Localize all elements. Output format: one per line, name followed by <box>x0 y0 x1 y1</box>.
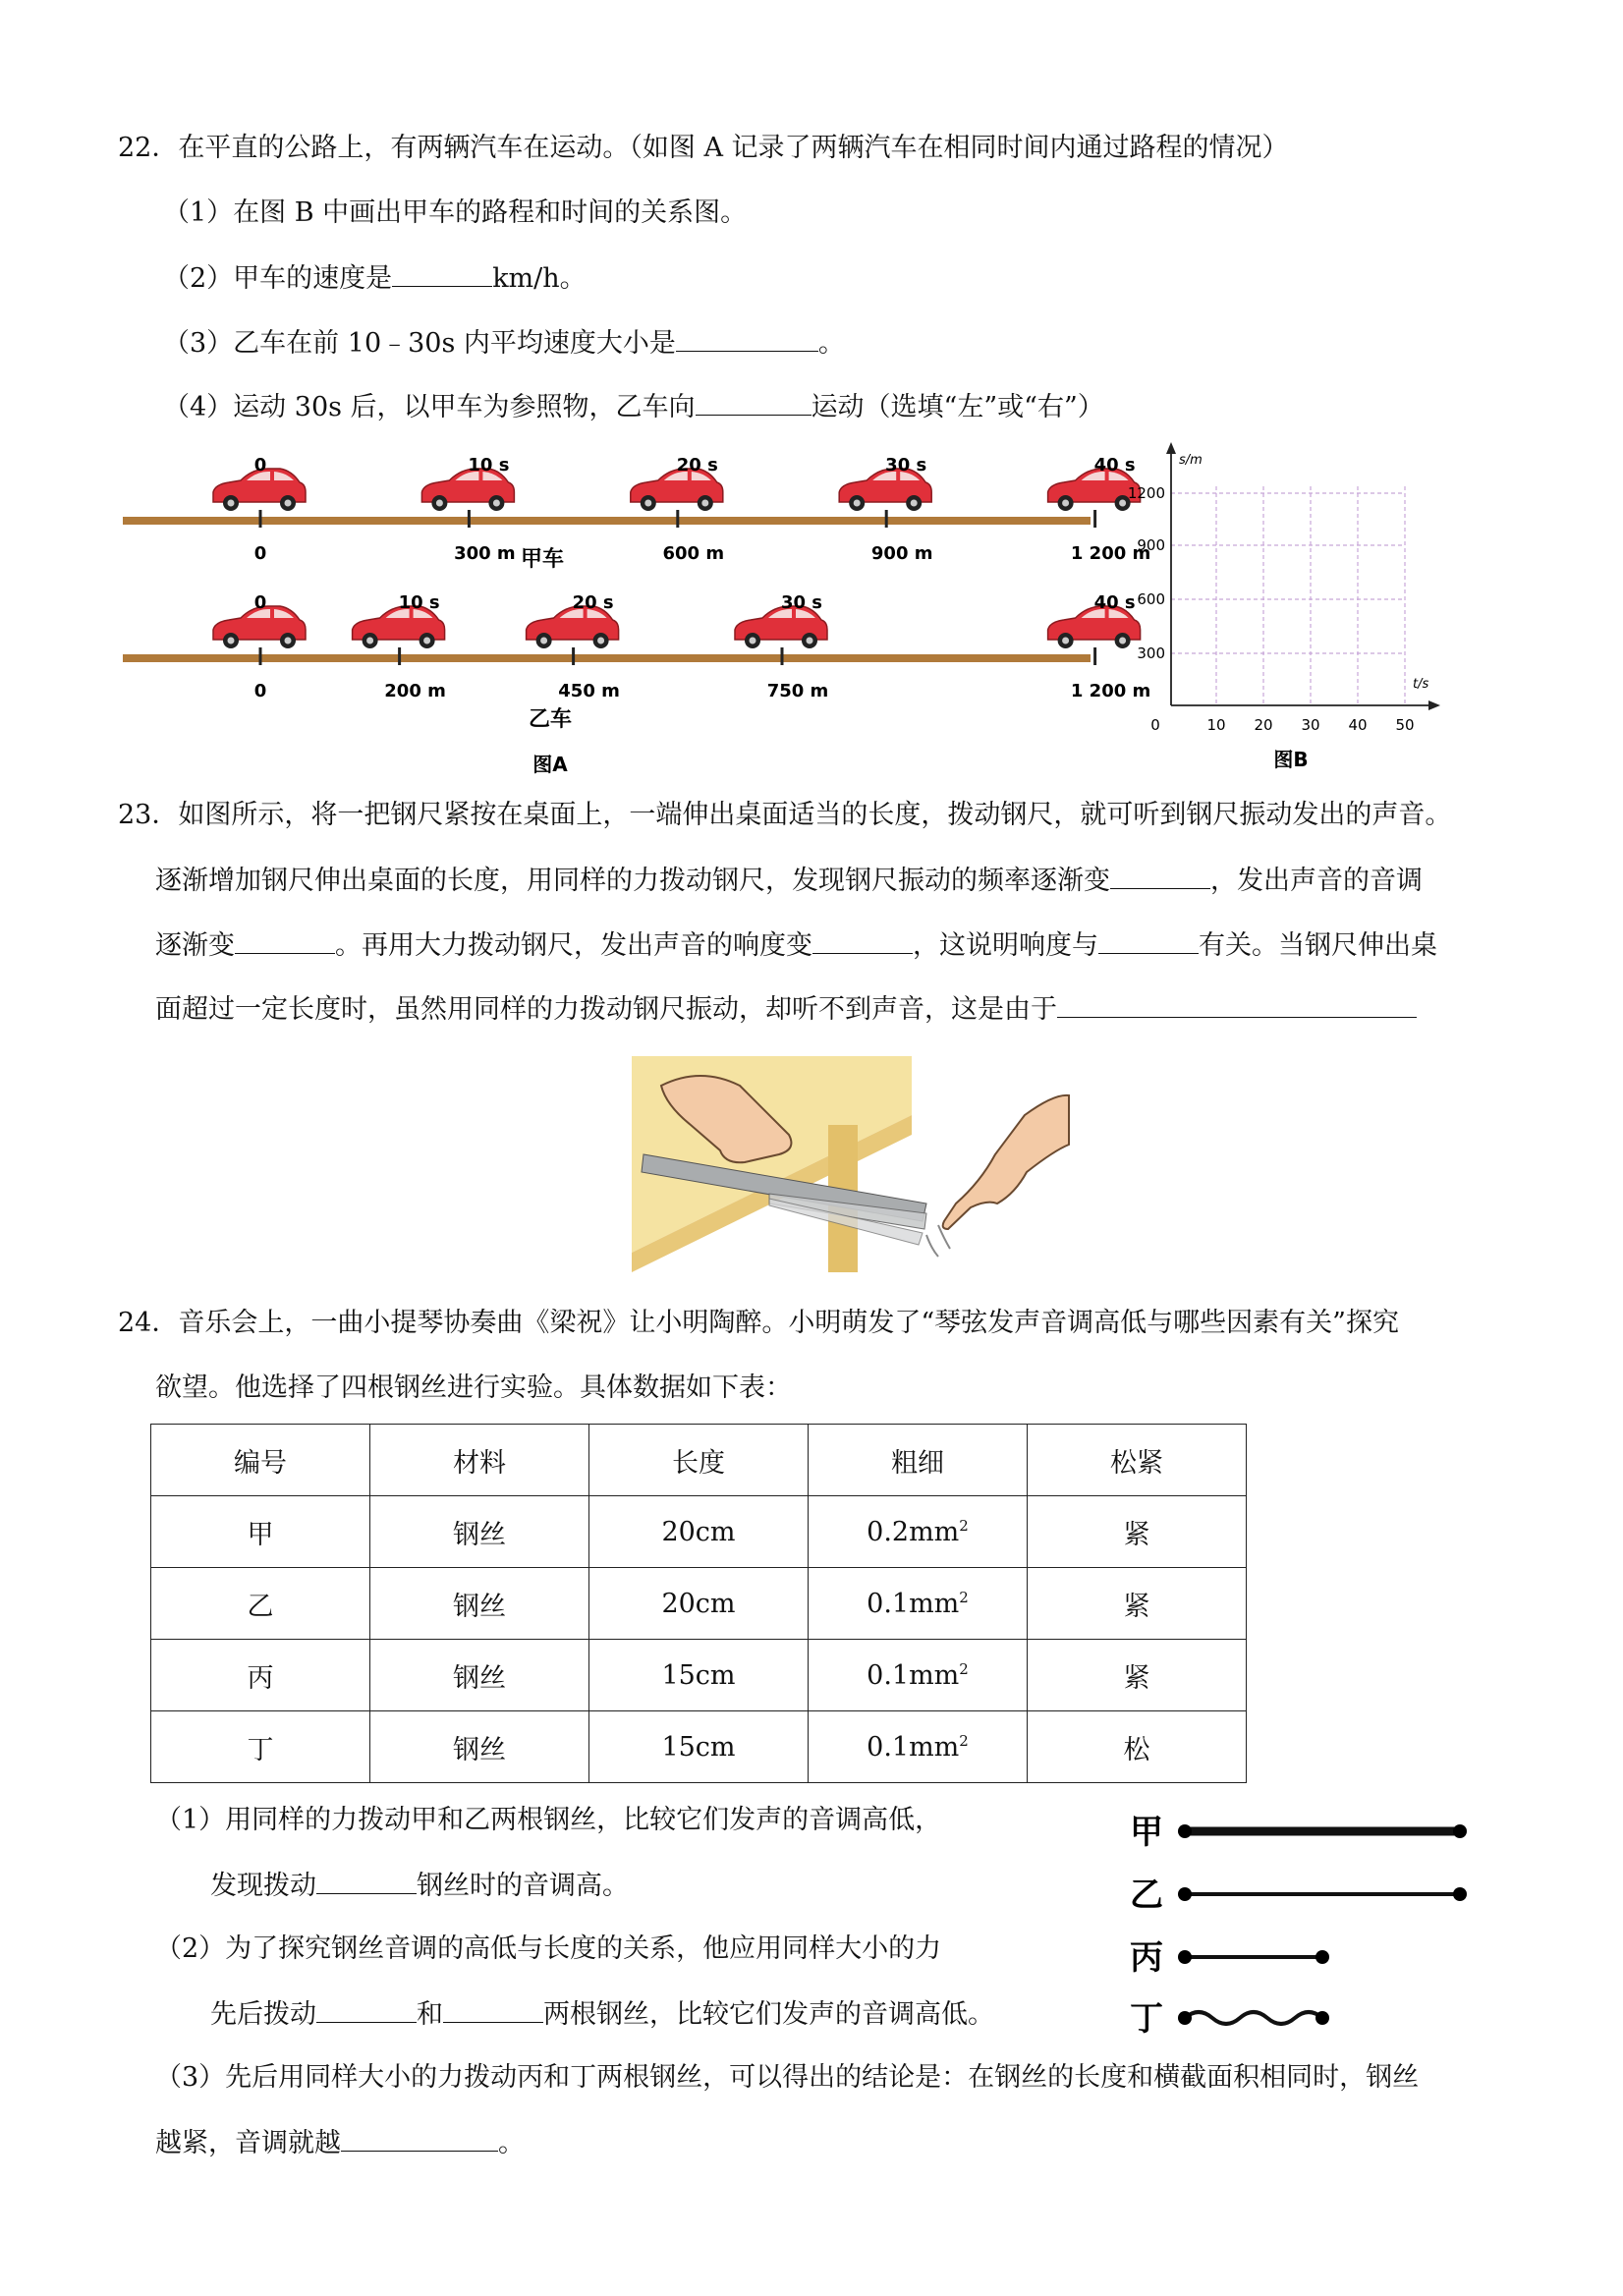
x-tick: 50 <box>1395 716 1415 734</box>
car2-time-label: 10 s <box>398 592 440 613</box>
figure-b-grid <box>1171 486 1405 705</box>
table-row <box>151 1711 1247 1783</box>
x-tick: 40 <box>1348 716 1368 734</box>
thickness-exponent: 2 <box>959 1516 969 1535</box>
q23-text: ，发出声音的音调 <box>1210 866 1423 896</box>
q23-text: 面超过一定长度时，虽然用同样的力拨动钢尺振动，却听不到声音，这是由于 <box>155 994 1057 1025</box>
q24-text: 。 <box>498 2128 525 2158</box>
y-axis-label: s/m <box>1179 453 1203 468</box>
ruler-illustration <box>632 1056 1074 1272</box>
header-cell: 长度 <box>589 1425 809 1496</box>
q22-blank-direction[interactable] <box>696 389 812 416</box>
q24-sub2-line1: （2）为了探究钢丝音调的高低与长度的关系，他应用同样大小的力 <box>155 1933 942 1964</box>
wire-ding <box>1178 2011 1329 2025</box>
x-tick: 20 <box>1254 716 1273 734</box>
cell-tightness: 紧 <box>1028 1496 1247 1568</box>
car2-time-label: 30 s <box>780 592 823 613</box>
q23-text: ，这说明响度与 <box>913 930 1098 961</box>
header-cell: 松紧 <box>1028 1425 1247 1496</box>
q23-text: 有关。当钢尺伸出桌 <box>1199 930 1437 961</box>
q22-part3 <box>163 325 845 361</box>
q22-part3-text: （3）乙车在前 10﹣30s 内平均速度大小是 <box>163 328 676 359</box>
q22-part2-unit: km/h。 <box>492 263 587 294</box>
cell-thickness <box>809 1568 1028 1640</box>
cell-material: 钢丝 <box>370 1711 589 1783</box>
q24-text: 越紧，音调就越 <box>155 2128 341 2158</box>
q22-part4-end: 运动（选填“左”或“右”） <box>811 392 1104 422</box>
q23-line2 <box>155 863 1423 898</box>
road-car2 <box>123 654 1091 662</box>
car1-time-label: 40 s <box>1093 455 1136 476</box>
q23-line1: 23．如图所示，将一把钢尺紧按在桌面上，一端伸出桌面适当的长度，拨动钢尺，就可听到钢尺振动发出的声音。 <box>118 800 1452 830</box>
cell-id: 甲 <box>151 1496 370 1568</box>
wire-label: 丁 <box>1130 1999 1163 2039</box>
figure-b <box>1120 442 1444 776</box>
cell-material: 钢丝 <box>370 1496 589 1568</box>
thickness-exponent: 2 <box>959 1588 969 1606</box>
figure-b-caption: 图B <box>1273 748 1309 771</box>
q24-blank-wire-a[interactable] <box>316 1996 417 2023</box>
cell-length: 15cm <box>589 1640 809 1711</box>
cell-id: 乙 <box>151 1568 370 1640</box>
q22-title: 22．在平直的公路上，有两辆汽车在运动。（如图 A 记录了两辆汽车在相同时间内通过路程的情况） <box>118 133 1289 163</box>
car1-distance-label: 900 m <box>870 543 933 564</box>
q23-blank-reason[interactable] <box>1057 991 1417 1018</box>
q22-blank-speed[interactable] <box>392 260 492 287</box>
wire-yi <box>1178 1887 1467 1901</box>
cell-tightness: 紧 <box>1028 1568 1247 1640</box>
cell-length: 20cm <box>589 1568 809 1640</box>
thickness-value: 0.1mm <box>867 1588 960 1619</box>
table-row <box>151 1568 1247 1640</box>
cell-material: 钢丝 <box>370 1640 589 1711</box>
q24-blank-wire-b[interactable] <box>443 1996 543 2023</box>
wire-label: 丙 <box>1130 1938 1163 1978</box>
road-car1 <box>123 517 1091 525</box>
car1-distance-label: 300 m <box>454 543 516 564</box>
header-cell: 粗细 <box>809 1425 1028 1496</box>
q24-sub3-line2 <box>155 2125 525 2160</box>
wires-illustration <box>1120 1798 1493 2044</box>
q24-sub3-line1: （3）先后用同样大小的力拨动丙和丁两根钢丝，可以得出的结论是：在钢丝的长度和横截面积相同时，钢丝 <box>155 2062 1420 2093</box>
cell-tightness: 松 <box>1028 1711 1247 1783</box>
q24-line2: 欲望。他选择了四根钢丝进行实验。具体数据如下表： <box>155 1372 792 1403</box>
q22-part3-end: 。 <box>817 328 845 359</box>
car2-marks <box>213 592 1150 701</box>
q24-sub2-line2 <box>210 1996 994 2032</box>
wire-data-table <box>150 1424 1247 1783</box>
thickness-exponent: 2 <box>959 1731 969 1750</box>
figure-a-caption: 图A <box>532 753 568 776</box>
cell-thickness <box>809 1640 1028 1711</box>
q23-line3 <box>155 927 1437 963</box>
wire-jia <box>1178 1824 1467 1838</box>
q24-blank-pitch[interactable] <box>341 2125 498 2152</box>
car1-time-label: 0 <box>253 455 267 476</box>
x-tick: 0 <box>1150 716 1160 734</box>
y-axis-arrow <box>1166 442 1176 454</box>
q22-part4-text: （4）运动 30s 后，以甲车为参照物，乙车向 <box>163 392 696 422</box>
thickness-exponent: 2 <box>959 1659 969 1678</box>
q23-blank-frequency[interactable] <box>1110 863 1210 889</box>
car2-time-label: 20 s <box>572 592 614 613</box>
q22-part1: （1）在图 B 中画出甲车的路程和时间的关系图。 <box>163 197 748 228</box>
x-tick: 30 <box>1301 716 1320 734</box>
table-header-row <box>151 1425 1247 1496</box>
q23-blank-loudness[interactable] <box>812 927 913 954</box>
car2-distance-label: 450 m <box>558 681 620 701</box>
wire-label: 甲 <box>1130 1813 1163 1852</box>
car2-distance-label: 0 <box>253 681 267 701</box>
q24-blank-higher-wire[interactable] <box>316 1868 417 1894</box>
q24-text: 和 <box>417 1999 443 2030</box>
cell-id: 丁 <box>151 1711 370 1783</box>
y-tick: 900 <box>1137 536 1165 554</box>
q23-blank-factor[interactable] <box>1098 927 1199 954</box>
q24-text: 钢丝时的音调高。 <box>417 1871 629 1901</box>
q24-text: 发现拨动 <box>210 1871 316 1901</box>
q23-text: 逐渐增加钢尺伸出桌面的长度，用同样的力拨动钢尺，发现钢尺振动的频率逐渐变 <box>155 866 1110 896</box>
x-tick: 10 <box>1206 716 1226 734</box>
car2-time-label: 40 s <box>1093 592 1136 613</box>
cell-id: 丙 <box>151 1640 370 1711</box>
car2-name: 乙车 <box>528 707 573 732</box>
q22-part2 <box>163 260 587 296</box>
q22-blank-avg-speed[interactable] <box>676 325 818 352</box>
thickness-value: 0.1mm <box>867 1731 960 1763</box>
x-axis-arrow <box>1428 700 1440 710</box>
car1-marks <box>213 455 1150 564</box>
car1-name: 甲车 <box>520 547 565 572</box>
q24-line1: 24．音乐会上，一曲小提琴协奏曲《梁祝》让小明陶醉。小明萌发了“琴弦发声音调高低与哪些因素有关”探究 <box>118 1308 1399 1338</box>
car1-time-label: 10 s <box>468 455 510 476</box>
cell-length: 15cm <box>589 1711 809 1783</box>
q24-text: 两根钢丝，比较它们发声的音调高低。 <box>543 1999 994 2030</box>
q22-part4 <box>163 389 1104 424</box>
cell-thickness <box>809 1711 1028 1783</box>
q24-text: 先后拨动 <box>210 1999 316 2030</box>
q23-line4 <box>155 991 1417 1027</box>
car2-distance-label: 750 m <box>766 681 829 701</box>
q22-part2-text: （2）甲车的速度是 <box>163 263 393 294</box>
q23-text: 逐渐变 <box>155 930 235 961</box>
q24-sub1-line2 <box>210 1868 629 1903</box>
wire-label: 乙 <box>1130 1876 1163 1915</box>
thickness-value: 0.2mm <box>867 1516 960 1547</box>
q24-sub1-line1: （1）用同样的力拨动甲和乙两根钢丝，比较它们发声的音调高低， <box>155 1805 942 1835</box>
car2-distance-label: 200 m <box>384 681 446 701</box>
cell-thickness <box>809 1496 1028 1568</box>
q23-blank-pitch[interactable] <box>235 927 335 954</box>
cell-material: 钢丝 <box>370 1568 589 1640</box>
header-cell: 材料 <box>370 1425 589 1496</box>
car2-distance-label: 1 200 m <box>1070 681 1151 701</box>
car1-distance-label: 0 <box>253 543 267 564</box>
q23-text: 。再用大力拨动钢尺，发出声音的响度变 <box>335 930 812 961</box>
car1-time-label: 30 s <box>885 455 927 476</box>
thickness-value: 0.1mm <box>867 1659 960 1691</box>
table-row <box>151 1640 1247 1711</box>
y-tick: 300 <box>1137 644 1165 662</box>
figure-a <box>118 447 1151 776</box>
header-cell: 编号 <box>151 1425 370 1496</box>
cell-length: 20cm <box>589 1496 809 1568</box>
car2-time-label: 0 <box>253 592 267 613</box>
car1-distance-label: 600 m <box>662 543 725 564</box>
cell-tightness: 紧 <box>1028 1640 1247 1711</box>
car1-distance-label: 1 200 m <box>1070 543 1151 564</box>
y-tick: 1200 <box>1127 484 1165 502</box>
table-row <box>151 1496 1247 1568</box>
y-tick: 600 <box>1137 590 1165 608</box>
x-axis-label: t/s <box>1413 677 1429 692</box>
car1-time-label: 20 s <box>676 455 718 476</box>
wire-bing <box>1178 1950 1329 1964</box>
